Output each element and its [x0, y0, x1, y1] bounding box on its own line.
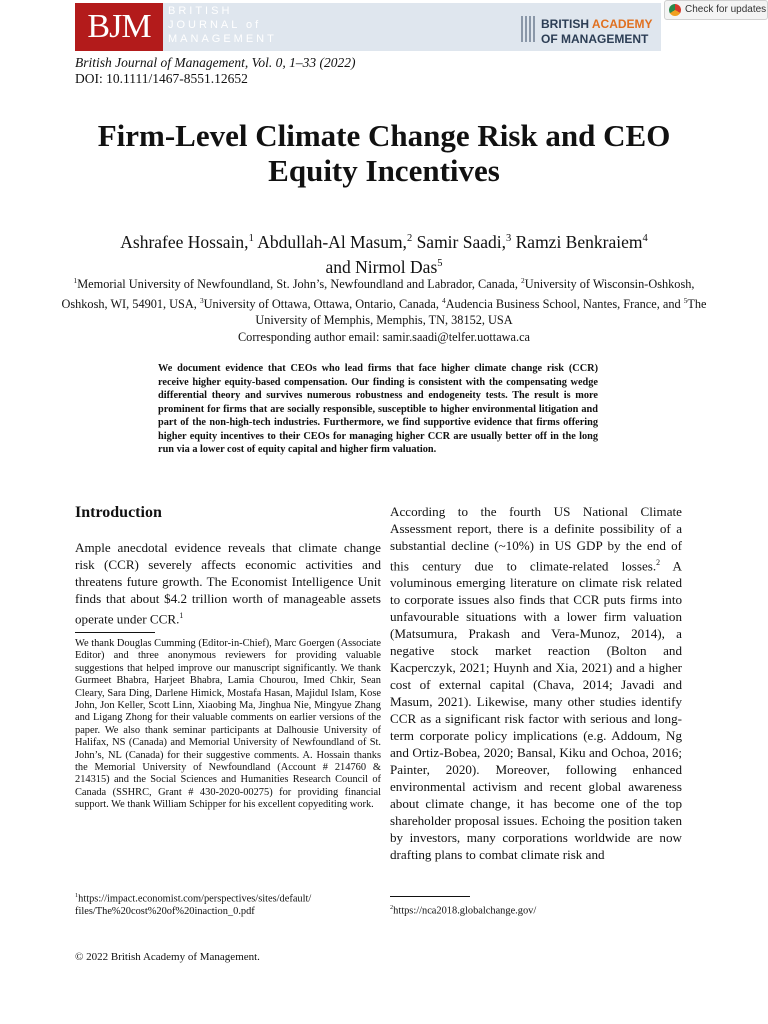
check-for-updates-button[interactable]: [664, 0, 768, 20]
footnote-divider: [390, 896, 470, 897]
society-name-line2: OF MANAGEMENT: [541, 32, 649, 46]
society-name-accent: ACADEMY: [591, 17, 653, 31]
footnote-1[interactable]: $^1$https://impact.economist.com/perspectives/sites/default/ files/The%20cost%20of%20inaction_0.pdf: [75, 892, 312, 917]
author-list: Ashrafee Hossain,$^1$ Abdullah-Al Masum,$^2$ Samir Saadi,$^3$ Ramzi Benkraiem$^4$ and Nirmol Das$^5$: [120, 231, 648, 277]
body-paragraph: Ample anecdotal evidence reveals that climate change risk (CCR) severely affects economic activities and threatens future growth. The Economist Intelligence Unit finds that about $4.2 trillion worth of manageable assets operate under CCR.$^1$: [75, 540, 381, 627]
journal-name: [168, 4, 368, 48]
section-heading-introduction: Introduction: [75, 504, 162, 521]
affiliations: $^1$Memorial University of Newfoundland, St. John’s, Newfoundland and Labrador, Canada, $^2$University of Wisconsin-Oshkosh, Oshkosh, WI, 54901, USA, $^3$University of Ottawa, Ottawa, Ontario, Canada, $^4$Audencia Business School, Nantes, France, and $^5$The University of Memphis, Memphis, TN, 38152, USA Corresponding author email: samir.saadi@telfer.uottawa.ca: [61, 276, 707, 344]
abstract: We document evidence that CEOs who lead firms that face higher climate change risk (CCR) receive higher equity-based compensation. Our finding is consistent with the compensating wedge differential theory and survives numerous robustness and endogeneity tests. The result is more prominent for firms that are socially responsible, susceptible to higher environmental litigation and part of the non-high-tech industries. Furthermore, we find supportive evidence that firms offering higher equity incentives to their CEOs for managing higher CCR are usually better off in the long run via a lower cost of equity capital and higher firm valuation.: [158, 363, 598, 455]
copyright-notice: © 2022 British Academy of Management.: [75, 951, 260, 963]
society-name-line1: [541, 17, 653, 31]
crossmark-icon: [669, 4, 681, 16]
doi-link[interactable]: DOI: 10.1111/1467-8551.12652: [75, 71, 248, 86]
journal-name-line: MANAGEMENT: [168, 33, 277, 45]
journal-name-line: JOURNAL of: [168, 19, 262, 31]
journal-citation: British Journal of Management, Vol. 0, 1–33 (2022): [75, 55, 356, 70]
article-title: Firm-Level Climate Change Risk and CEO Equity Incentives: [97, 118, 671, 188]
body-paragraph: According to the fourth US National Climate Assessment report, there is a definite possibility of a substantial decline (~10%) in US GDP by the end of this century due to climate-related losses.$^2$ A voluminous emerging literature on climate risk related to corporate issues also finds that CCR puts firms into unfavourable situations with a lower firm valuation (Matsumura, Prakash and Vera-Munoz, 2014), a negative stock market reaction (Bolton and Kacperczyk, 2021; Huynh and Xia, 2021) and a higher cost of external capital (Chava, 2014; Javadi and Masum, 2021). Likewise, many other studies identify CCR as a significant risk factor with serious and long-term corporate policy implications (e.g. Addoum, Ng and Ortiz-Bobea, 2020; Bansal, Kiku and Ochoa, 2016; Painter, 2020). Moreover, following enhanced environmental activism and recent global awareness about climate change, it has become one of the top shareholder proposal issues. Echoing the position taken by investors, many corporations worldwide are now drafting plans to combat climate risk and: [390, 504, 682, 863]
society-name-part: BRITISH: [541, 17, 592, 31]
check-for-updates-label: Check for updates: [685, 4, 767, 15]
journal-name-line: BRITISH: [168, 5, 233, 17]
society-emblem-icon: [520, 14, 536, 44]
footnote-2[interactable]: $^2$https://nca2018.globalchange.gov/: [390, 904, 537, 917]
footnote-divider: [75, 632, 155, 633]
acknowledgement-note: We thank Douglas Cumming (Editor-in-Chief), Marc Goergen (Associate Editor) and three anonymous reviewers for providing valuable suggestions that helped improve our manuscript significantly. We thank Gurmeet Bhabra, Harjeet Bhabra, Lamia Chourou, Imed Chkir, Sean Cleary, Sara Ding, Darlene Himick, Mostafa Hasan, Majidul Islam, Kose John, Jon Keller, Scott Linn, Xiaobing Ma, Jinghua Nie, Mingyue Zhang and Ligang Zhong for their valuable comments on earlier versions of the paper. We also thank seminar participants at Dalhousie University of Halifax, NS (Canada) and Memorial University of Newfoundland of St. John’s, NL (Canada) for their suggestive comments. A. Hossain thanks the Memorial University of Newfoundland (Account # 214760 & 214315) and the Social Sciences and Humanities Research Council of Canada (SSHRC, Grant # 430-2020-00275) for providing financial support. We thank William Schipper for his excellent copyediting work.: [75, 638, 381, 811]
journal-logo: BJM: [75, 3, 163, 51]
